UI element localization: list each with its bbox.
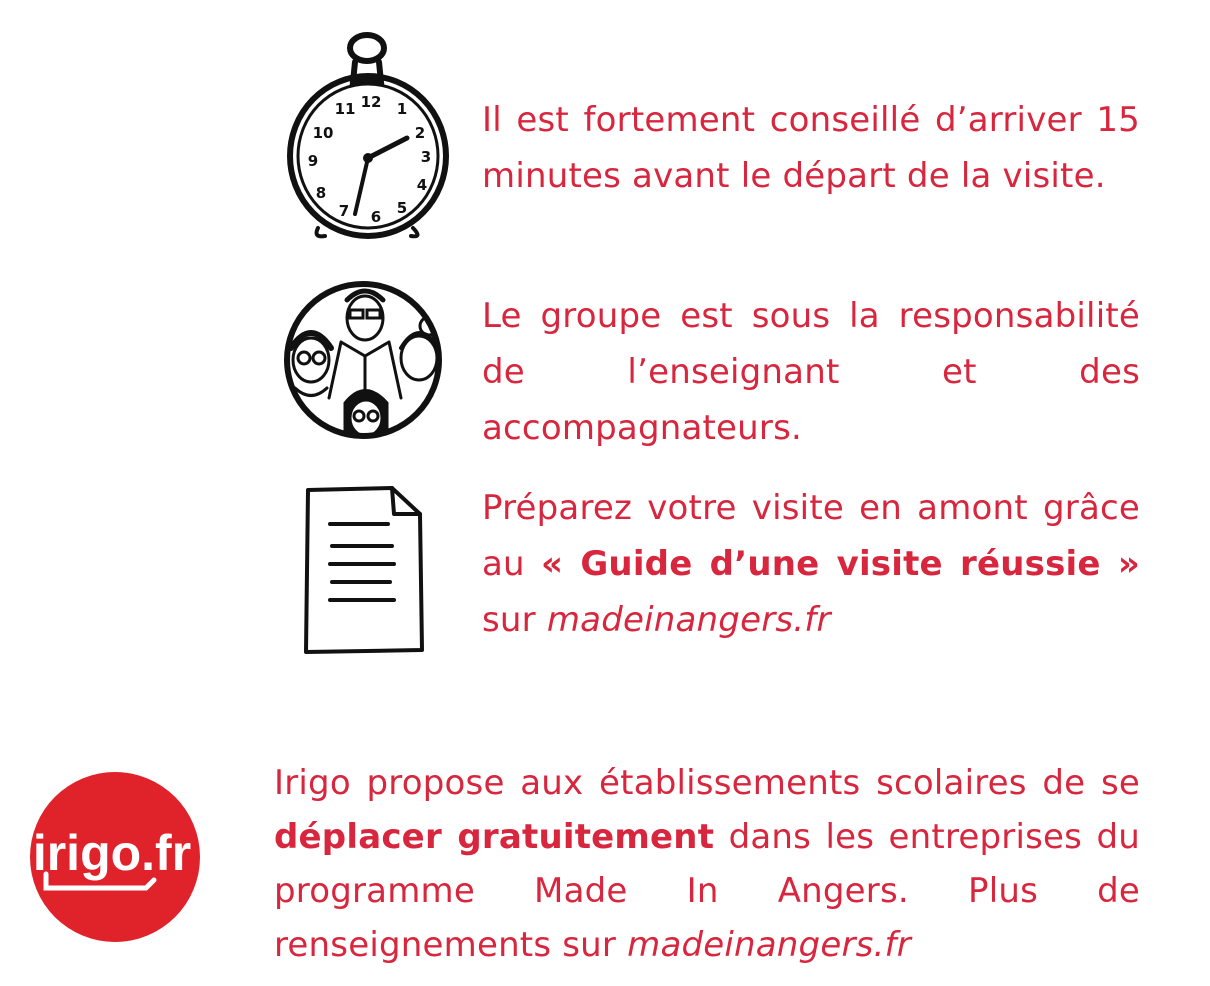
tip-guide — [482, 480, 1140, 648]
clock-number: 9 — [307, 152, 319, 170]
document-icon — [300, 484, 425, 656]
website-link[interactable]: madeinangers.fr — [546, 600, 831, 640]
irigo-logo-text: irigo.fr — [32, 825, 192, 881]
irigo-website-link[interactable]: madeinangers.fr — [627, 925, 911, 965]
clock-number: 6 — [370, 208, 382, 226]
irigo-text: Irigo propose aux établissements scolaires de se — [274, 763, 1140, 803]
irigo-logo — [26, 770, 204, 945]
guide-title: « Guide d’une visite réussie » — [540, 544, 1140, 584]
clock-number: 3 — [420, 148, 432, 166]
clock-number: 8 — [315, 184, 327, 202]
clock-number: 2 — [414, 124, 426, 142]
clock-number: 12 — [360, 93, 382, 111]
tip-arrival: Il est fortement conseillé d’arriver 15 minutes avant le départ de la visite. — [482, 100, 1140, 196]
irigo-info — [274, 756, 1140, 972]
irigo-text-cont: dans les entreprises du programme Made In Angers. Plus de renseignements sur — [274, 817, 1140, 965]
tip-group: Le groupe est sous la responsabilité de l’enseignant et des accompagnateurs. — [482, 296, 1140, 448]
clock-number: 5 — [396, 199, 408, 217]
clock-number: 1 — [396, 100, 408, 118]
clock-number: 10 — [312, 124, 334, 142]
tip-guide-sur: sur — [482, 600, 547, 640]
clock-number: 7 — [338, 202, 350, 220]
clock-number: 4 — [416, 176, 428, 194]
stopwatch-icon — [283, 28, 453, 243]
irigo-highlight: déplacer gratuitement — [274, 817, 715, 857]
tip-guide-text: Préparez votre visite en amont grâce au — [482, 488, 1140, 584]
clock-number: 11 — [334, 100, 356, 118]
people-group-icon — [281, 278, 446, 446]
